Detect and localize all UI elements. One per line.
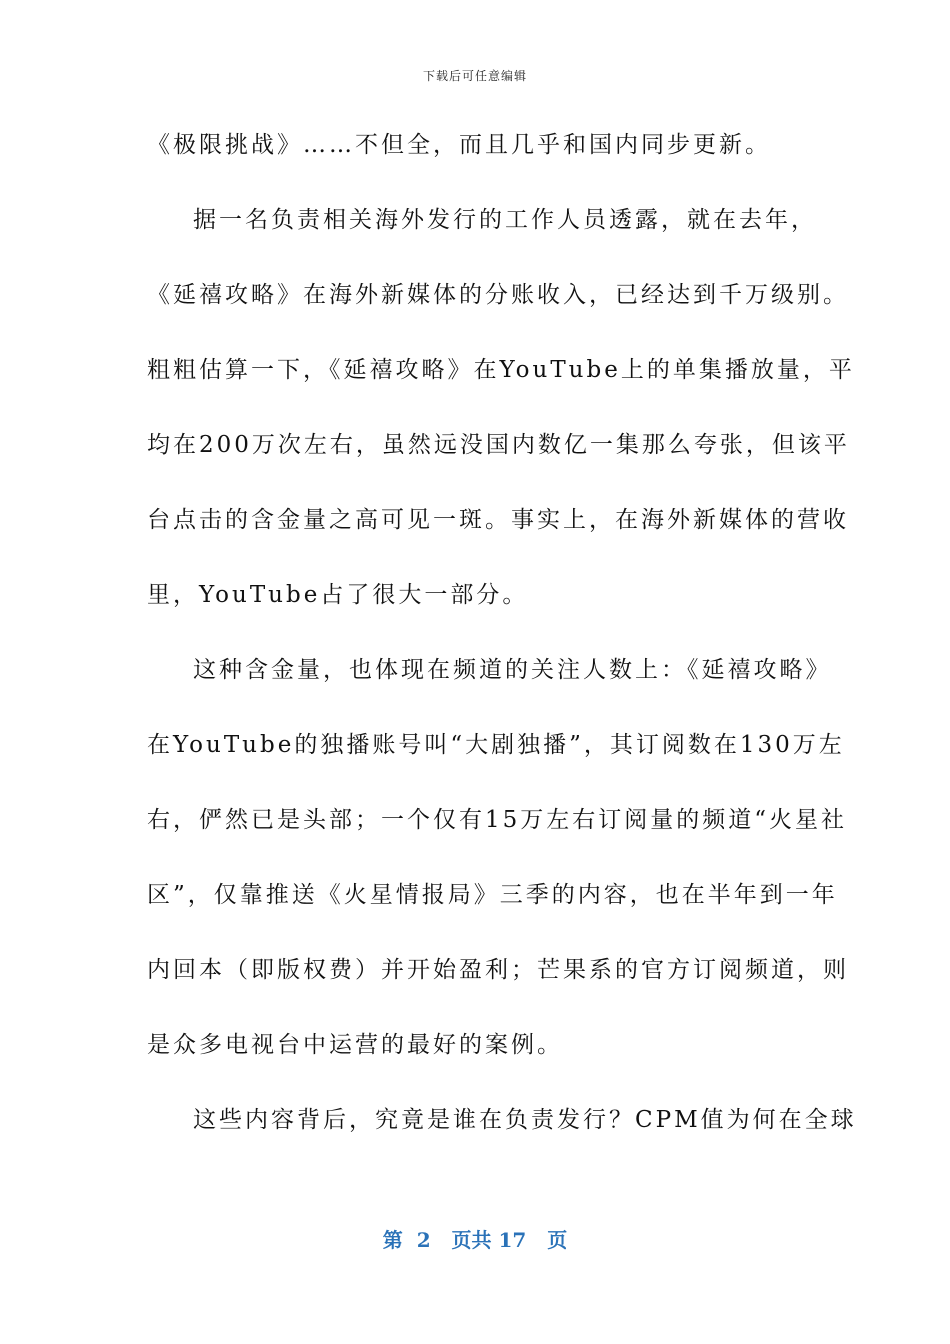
paragraph-line: 在YouTube的独播账号叫“大剧独播”，其订阅数在130万左 (147, 732, 845, 758)
paragraph-line: 是众多电视台中运营的最好的案例。 (147, 1032, 563, 1058)
paragraph-line: 粗粗估算一下，《延禧攻略》在YouTube上的单集播放量，平 (147, 357, 855, 383)
paragraph-line: 据一名负责相关海外发行的工作人员透露，就在去年， (193, 207, 817, 233)
paragraph-line: 右，俨然已是头部；一个仅有15万左右订阅量的频道“火星社 (147, 807, 848, 833)
paragraph-line: 这种含金量，也体现在频道的关注人数上：《延禧攻略》 (193, 657, 832, 683)
paragraph-line: 里，YouTube占了很大一部分。 (147, 582, 529, 608)
paragraph-line: 台点击的含金量之高可见一斑。事实上，在海外新媒体的营收 (147, 507, 849, 533)
paragraph-line: 《极限挑战》……不但全，而且几乎和国内同步更新。 (147, 132, 771, 158)
paragraph-line: 区”，仅靠推送《火星情报局》三季的内容，也在半年到一年 (147, 882, 838, 908)
page-header: 下载后可任意编辑 (422, 69, 527, 83)
document-body (147, 122, 857, 1172)
page-number-footer: 第 2 页共 17 页 (382, 1228, 568, 1252)
paragraph-line: 《延禧攻略》在海外新媒体的分账收入，已经达到千万级别。 (147, 282, 849, 308)
paragraph-line: 内回本（即版权费）并开始盈利；芒果系的官方订阅频道，则 (147, 957, 849, 983)
paragraph-line: 均在200万次左右，虽然远没国内数亿一集那么夸张，但该平 (147, 432, 850, 458)
paragraph-line: 这些内容背后，究竟是谁在负责发行？CPM值为何在全球 (193, 1107, 857, 1133)
